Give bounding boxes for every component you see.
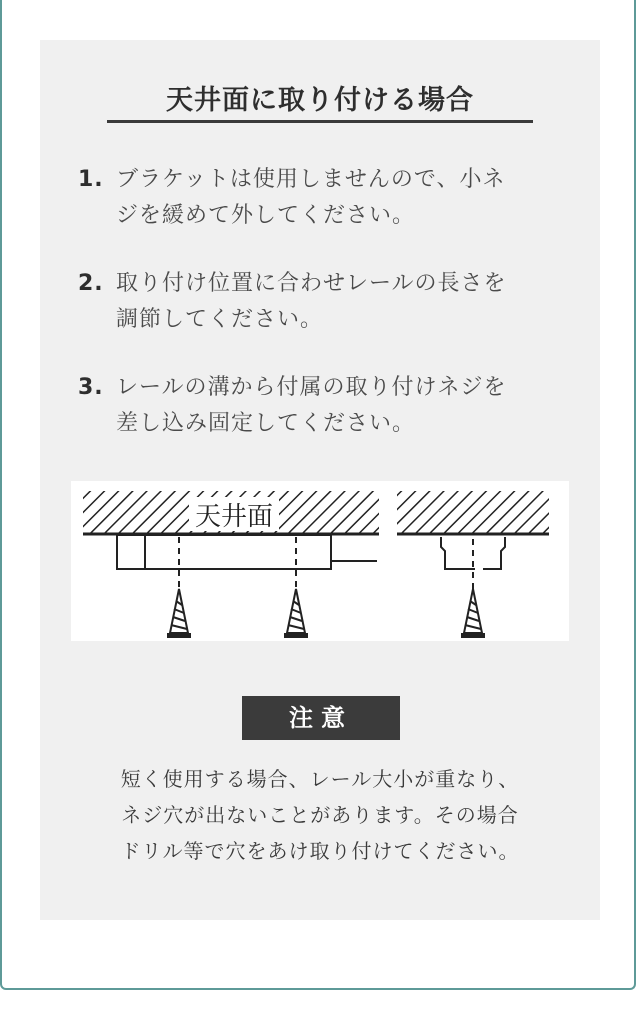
step-text-line: 調節してください。 <box>116 307 324 332</box>
ceiling-label: 天井面 <box>194 502 274 532</box>
screw-3 <box>461 589 485 638</box>
caution-badge: 注意 <box>242 696 400 740</box>
caution-line: 短く使用する場合、レール大小が重なり、 <box>120 767 520 791</box>
step-number: 2. <box>78 271 104 296</box>
step-text-line: レールの溝から付属の取り付けネジを <box>116 375 507 400</box>
step-1 <box>78 162 558 234</box>
step-text-line: ブラケットは使用しませんので、小ネ <box>116 167 506 192</box>
mounting-diagram <box>71 481 569 641</box>
step-text-line: 差し込み固定してください。 <box>116 411 416 436</box>
caution-text <box>60 761 580 869</box>
step-2 <box>78 266 558 338</box>
step-number: 1. <box>78 167 104 192</box>
screw-1 <box>167 589 191 638</box>
step-text-line: 取り付け位置に合わせレールの長さを <box>116 271 507 296</box>
rail-outer <box>117 535 331 569</box>
step-number: 3. <box>78 375 104 400</box>
step-3 <box>78 370 558 442</box>
step-text-line: ジを緩めて外してください。 <box>116 203 416 228</box>
caution-line: ネジ穴が出ないことがあります。その場合 <box>121 803 519 827</box>
section-title: 天井面に取り付ける場合 <box>166 85 474 116</box>
screw-2 <box>284 589 308 638</box>
mounting-diagram-svg <box>71 481 569 641</box>
caution-line: ドリル等で穴をあけ取り付けてください。 <box>120 839 520 863</box>
ceiling-hatch-right <box>397 491 549 533</box>
title-underline <box>107 120 533 123</box>
